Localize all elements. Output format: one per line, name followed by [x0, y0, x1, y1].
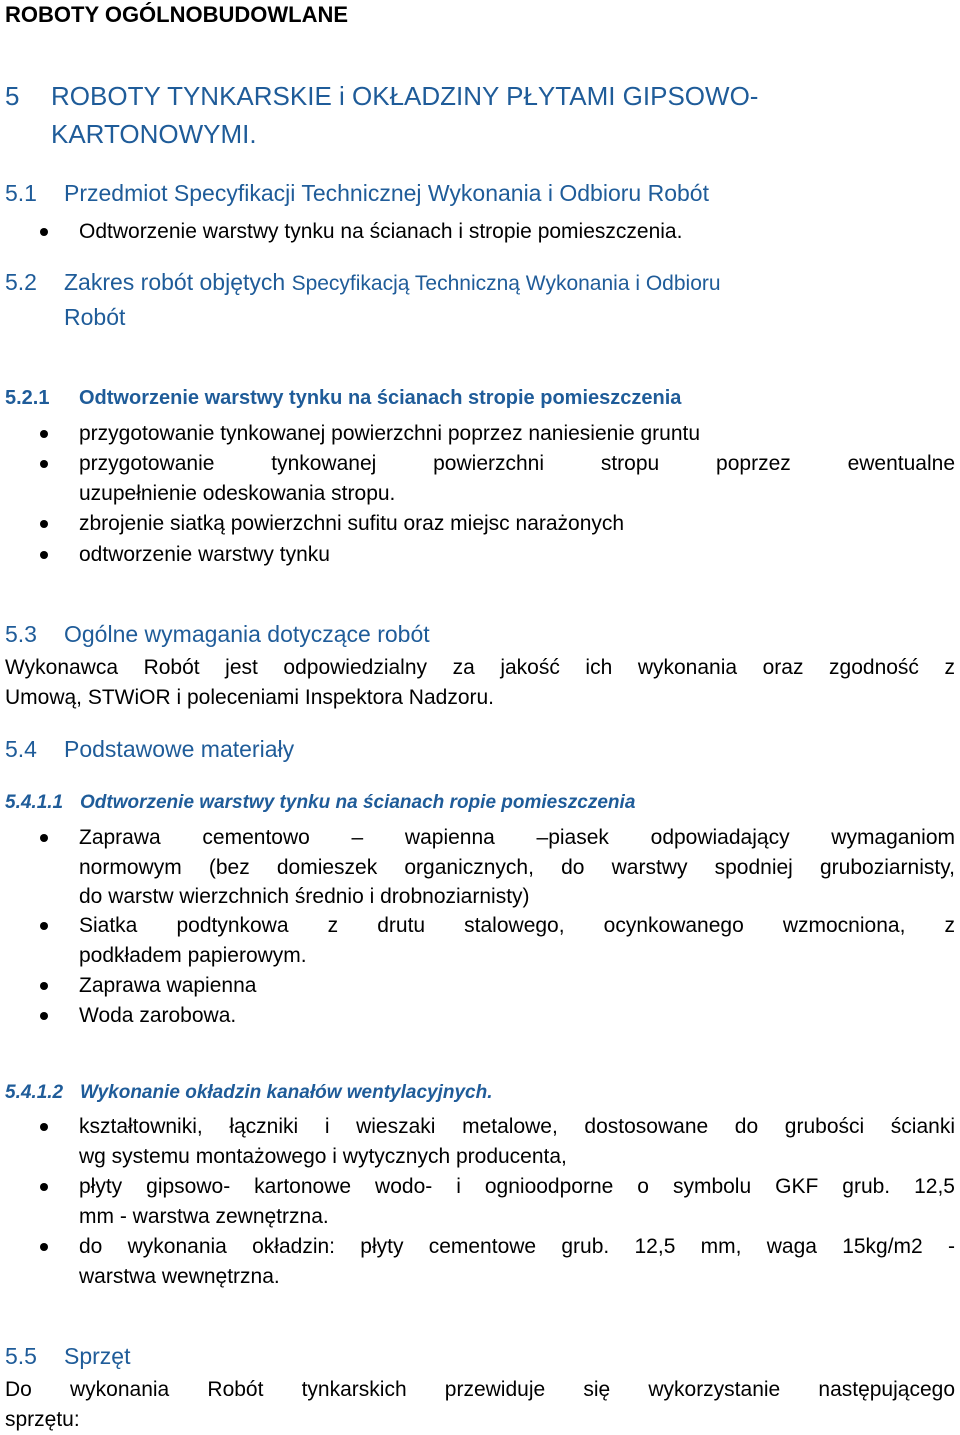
list-item: Zaprawa cementowo – wapienna –piasek odpowiadający wymaganiom normowym (bez domieszek organicznych, do warstwy spodniej gruboziarnisty, do warstw wierzchnich średnio i drobnoziarnisty) [79, 826, 955, 908]
section-5-2-heading-line2: Robót [64, 304, 126, 330]
paragraph: Wykonawca Robót jest odpowiedzialny za jakość ich wykonania oraz zgodność z Umową, STWiOR i poleceniami Inspektora Nadzoru. [5, 656, 955, 709]
list-item: Zaprawa wapienna [79, 974, 257, 997]
section-number: 5 [5, 81, 20, 111]
list-item: do wykonania okładzin: płyty cementowe grub. 12,5 mm, waga 15kg/m2 - warstwa wewnętrzna. [79, 1235, 955, 1288]
list-item: przygotowanie tynkowanej powierzchni poprzez naniesienie gruntu [79, 422, 701, 445]
section-5-heading-line2: KARTONOWYMI. [51, 119, 257, 149]
section-title-b: Specyfikacją Techniczną Wykonania i Odbioru [291, 272, 721, 295]
paragraph: Do wykonania Robót tynkarskich przewiduje się wykorzystanie następującego sprzętu: [5, 1378, 955, 1431]
bullet-icon [40, 551, 48, 559]
section-title: Sprzęt [64, 1343, 131, 1369]
bullet-icon [40, 1183, 48, 1191]
section-5-heading [5, 76, 758, 116]
section-number: 5.4 [5, 736, 37, 762]
section-title: Podstawowe materiały [64, 736, 295, 762]
bullet-icon [40, 982, 48, 990]
section-title-a: Zakres robót objętych [64, 269, 292, 295]
section-number: 5.1 [5, 180, 37, 206]
bullet-icon [40, 1012, 48, 1020]
list-item: płyty gipsowo- kartonowe wodo- i ognioodporne o symbolu GKF grub. 12,5 mm - warstwa zewnętrzna. [79, 1175, 955, 1228]
section-5-5-heading [5, 1339, 130, 1373]
section-5-4-1-1-heading [5, 789, 635, 817]
bullet-icon [40, 1123, 48, 1131]
page-header: ROBOTY OGÓLNOBUDOWLANE [5, 2, 349, 27]
section-5-4-1-2-heading [5, 1079, 493, 1107]
section-number: 5.2 [5, 269, 37, 295]
section-number: 5.3 [5, 621, 37, 647]
bullet-icon [40, 460, 48, 468]
section-title: Odtworzenie warstwy tynku na ścianach stropie pomieszczenia [79, 387, 682, 409]
list-item: zbrojenie siatką powierzchni sufitu oraz miejsc narażonych [79, 512, 625, 535]
section-title-line1: ROBOTY TYNKARSKIE i OKŁADZINY PŁYTAMI GIPSOWO- [51, 81, 759, 111]
list-item: kształtowniki, łączniki i wieszaki metalowe, dostosowane do grubości ścianki wg systemu montażowego i wytycznych producenta, [79, 1115, 955, 1168]
section-title: Wykonanie okładzin kanałów wentylacyjnych. [80, 1082, 493, 1103]
section-5-4-heading [5, 732, 294, 766]
section-title: Przedmiot Specyfikacji Technicznej Wykonania i Odbioru Robót [64, 180, 709, 206]
list-item: przygotowanie tynkowanej powierzchni stropu poprzez ewentualne uzupełnienie odeskowania stropu. [79, 452, 955, 505]
bullet-icon [40, 834, 48, 842]
section-number: 5.2.1 [5, 387, 50, 409]
bullet-icon [40, 520, 48, 528]
list-item: odtworzenie warstwy tynku [79, 543, 330, 566]
bullet-icon [40, 228, 48, 236]
section-number: 5.4.1.2 [5, 1082, 64, 1103]
bullet-icon [40, 922, 48, 930]
bullet-icon [40, 1243, 48, 1251]
section-5-2-1-heading [5, 384, 681, 412]
list-item: Odtworzenie warstwy tynku na ścianach i stropie pomieszczenia. [79, 220, 683, 243]
list-item: Woda zarobowa. [79, 1004, 237, 1027]
section-5-3-heading [5, 617, 430, 651]
section-title: Ogólne wymagania dotyczące robót [64, 621, 430, 647]
list-item: Siatka podtynkowa z drutu stalowego, ocynkowanego wzmocniona, z podkładem papierowym. [79, 914, 955, 967]
bullet-icon [40, 430, 48, 438]
section-number: 5.5 [5, 1343, 37, 1369]
section-5-1-heading [5, 176, 709, 210]
section-title: Odtworzenie warstwy tynku na ścianach ropie pomieszczenia [80, 792, 636, 813]
section-number: 5.4.1.1 [5, 792, 64, 813]
section-5-2-heading [5, 265, 721, 301]
